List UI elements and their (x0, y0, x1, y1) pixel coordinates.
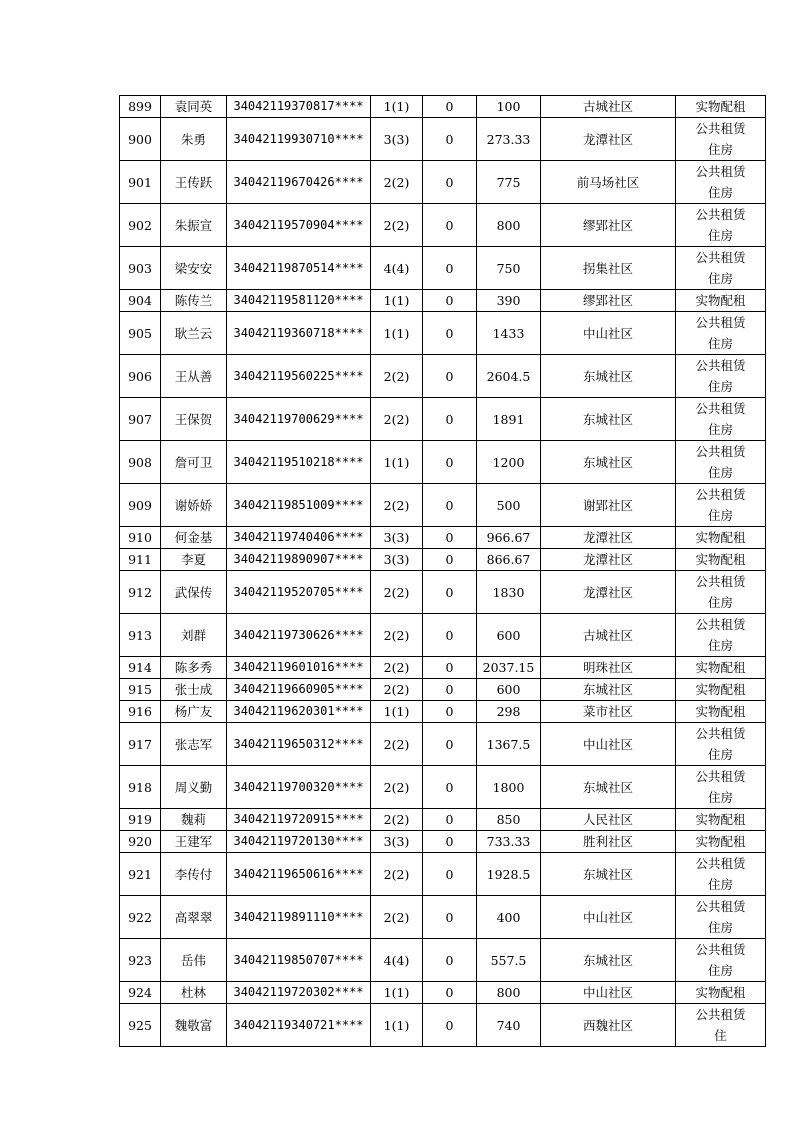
table-body (120, 96, 766, 1047)
housing-type-cell: 公共租赁住房 (676, 723, 766, 766)
row-number-cell: 918 (120, 766, 161, 809)
id-number-cell: 34042119700320**** (227, 766, 371, 809)
housing-type-cell: 实物配租 (676, 657, 766, 679)
person-name-cell: 朱勇 (161, 118, 227, 161)
id-number-cell: 34042119720130**** (227, 831, 371, 853)
subsidy-amount-cell: 2604.5 (477, 355, 541, 398)
housing-type-cell: 实物配租 (676, 290, 766, 312)
row-number-cell: 906 (120, 355, 161, 398)
table-row (120, 118, 766, 161)
table-row (120, 723, 766, 766)
housing-type-cell: 公共租赁住房 (676, 204, 766, 247)
family-size-cell: 1(1) (371, 96, 423, 118)
table-row (120, 290, 766, 312)
community-cell: 中山社区 (541, 312, 676, 355)
community-cell: 谢郢社区 (541, 484, 676, 527)
subsidy-amount-cell: 600 (477, 614, 541, 657)
person-name-cell: 张士成 (161, 679, 227, 701)
family-size-cell: 3(3) (371, 549, 423, 571)
income-cell: 0 (423, 809, 477, 831)
table-row (120, 355, 766, 398)
community-cell: 东城社区 (541, 766, 676, 809)
subsidy-amount-cell: 733.33 (477, 831, 541, 853)
table-row (120, 982, 766, 1004)
community-cell: 龙潭社区 (541, 527, 676, 549)
housing-type-cell: 公共租赁住房 (676, 118, 766, 161)
subsidy-amount-cell: 1891 (477, 398, 541, 441)
income-cell: 0 (423, 701, 477, 723)
row-number-cell: 922 (120, 896, 161, 939)
table-row (120, 549, 766, 571)
table-row (120, 657, 766, 679)
community-cell: 前马场社区 (541, 161, 676, 204)
housing-type-cell: 公共租赁住房 (676, 398, 766, 441)
row-number-cell: 908 (120, 441, 161, 484)
person-name-cell: 李传付 (161, 853, 227, 896)
row-number-cell: 901 (120, 161, 161, 204)
table-row (120, 312, 766, 355)
income-cell: 0 (423, 484, 477, 527)
person-name-cell: 武保传 (161, 571, 227, 614)
income-cell: 0 (423, 896, 477, 939)
subsidy-amount-cell: 273.33 (477, 118, 541, 161)
row-number-cell: 910 (120, 527, 161, 549)
person-name-cell: 杜林 (161, 982, 227, 1004)
id-number-cell: 34042119520705**** (227, 571, 371, 614)
person-name-cell: 谢娇娇 (161, 484, 227, 527)
table-row (120, 614, 766, 657)
community-cell: 人民社区 (541, 809, 676, 831)
id-number-cell: 34042119510218**** (227, 441, 371, 484)
person-name-cell: 魏敬富 (161, 1004, 227, 1047)
table-row (120, 701, 766, 723)
housing-type-cell: 公共租赁住 (676, 1004, 766, 1047)
person-name-cell: 陈多秀 (161, 657, 227, 679)
row-number-cell: 923 (120, 939, 161, 982)
id-number-cell: 34042119581120**** (227, 290, 371, 312)
id-number-cell: 34042119720915**** (227, 809, 371, 831)
subsidy-amount-cell: 1200 (477, 441, 541, 484)
subsidy-amount-cell: 1830 (477, 571, 541, 614)
community-cell: 东城社区 (541, 679, 676, 701)
id-number-cell: 34042119890907**** (227, 549, 371, 571)
community-cell: 胜利社区 (541, 831, 676, 853)
subsidy-amount-cell: 850 (477, 809, 541, 831)
row-number-cell: 924 (120, 982, 161, 1004)
person-name-cell: 高翠翠 (161, 896, 227, 939)
person-name-cell: 梁安安 (161, 247, 227, 290)
person-name-cell: 王从善 (161, 355, 227, 398)
family-size-cell: 1(1) (371, 312, 423, 355)
housing-type-cell: 实物配租 (676, 96, 766, 118)
income-cell: 0 (423, 355, 477, 398)
table-row (120, 1004, 766, 1047)
id-number-cell: 34042119660905**** (227, 679, 371, 701)
housing-type-cell: 公共租赁住房 (676, 247, 766, 290)
table-row (120, 398, 766, 441)
person-name-cell: 王建军 (161, 831, 227, 853)
row-number-cell: 911 (120, 549, 161, 571)
row-number-cell: 912 (120, 571, 161, 614)
person-name-cell: 李夏 (161, 549, 227, 571)
income-cell: 0 (423, 766, 477, 809)
subsidy-amount-cell: 1367.5 (477, 723, 541, 766)
table-row (120, 831, 766, 853)
id-number-cell: 34042119670426**** (227, 161, 371, 204)
subsidy-amount-cell: 866.67 (477, 549, 541, 571)
community-cell: 中山社区 (541, 896, 676, 939)
community-cell: 东城社区 (541, 939, 676, 982)
subsidy-amount-cell: 966.67 (477, 527, 541, 549)
community-cell: 龙潭社区 (541, 118, 676, 161)
income-cell: 0 (423, 982, 477, 1004)
id-number-cell: 34042119730626**** (227, 614, 371, 657)
family-size-cell: 2(2) (371, 484, 423, 527)
income-cell: 0 (423, 679, 477, 701)
housing-type-cell: 公共租赁住房 (676, 441, 766, 484)
row-number-cell: 909 (120, 484, 161, 527)
housing-type-cell: 公共租赁住房 (676, 355, 766, 398)
family-size-cell: 2(2) (371, 355, 423, 398)
person-name-cell: 刘群 (161, 614, 227, 657)
id-number-cell: 34042119850707**** (227, 939, 371, 982)
family-size-cell: 2(2) (371, 896, 423, 939)
person-name-cell: 张志军 (161, 723, 227, 766)
row-number-cell: 902 (120, 204, 161, 247)
id-number-cell: 34042119720302**** (227, 982, 371, 1004)
row-number-cell: 907 (120, 398, 161, 441)
id-number-cell: 34042119740406**** (227, 527, 371, 549)
table-row (120, 679, 766, 701)
housing-type-cell: 公共租赁住房 (676, 853, 766, 896)
community-cell: 东城社区 (541, 441, 676, 484)
table-row (120, 527, 766, 549)
community-cell: 菜市社区 (541, 701, 676, 723)
id-number-cell: 34042119650312**** (227, 723, 371, 766)
community-cell: 拐集社区 (541, 247, 676, 290)
table-row (120, 441, 766, 484)
id-number-cell: 34042119891110**** (227, 896, 371, 939)
family-size-cell: 2(2) (371, 679, 423, 701)
community-cell: 缪郢社区 (541, 204, 676, 247)
row-number-cell: 913 (120, 614, 161, 657)
community-cell: 中山社区 (541, 982, 676, 1004)
family-size-cell: 3(3) (371, 831, 423, 853)
subsidy-amount-cell: 800 (477, 982, 541, 1004)
table-row (120, 766, 766, 809)
person-name-cell: 詹可卫 (161, 441, 227, 484)
table-row (120, 571, 766, 614)
housing-type-cell: 实物配租 (676, 527, 766, 549)
community-cell: 东城社区 (541, 355, 676, 398)
row-number-cell: 900 (120, 118, 161, 161)
table-row (120, 939, 766, 982)
id-number-cell: 34042119360718**** (227, 312, 371, 355)
housing-type-cell: 公共租赁住房 (676, 614, 766, 657)
row-number-cell: 905 (120, 312, 161, 355)
income-cell: 0 (423, 831, 477, 853)
id-number-cell: 34042119851009**** (227, 484, 371, 527)
community-cell: 明珠社区 (541, 657, 676, 679)
recipient-table (119, 95, 766, 1047)
row-number-cell: 903 (120, 247, 161, 290)
community-cell: 古城社区 (541, 614, 676, 657)
family-size-cell: 2(2) (371, 657, 423, 679)
family-size-cell: 2(2) (371, 723, 423, 766)
community-cell: 西魏社区 (541, 1004, 676, 1047)
community-cell: 东城社区 (541, 853, 676, 896)
id-number-cell: 34042119870514**** (227, 247, 371, 290)
id-number-cell: 34042119620301**** (227, 701, 371, 723)
person-name-cell: 陈传兰 (161, 290, 227, 312)
family-size-cell: 2(2) (371, 398, 423, 441)
subsidy-amount-cell: 1800 (477, 766, 541, 809)
person-name-cell: 王保贺 (161, 398, 227, 441)
family-size-cell: 2(2) (371, 853, 423, 896)
income-cell: 0 (423, 614, 477, 657)
person-name-cell: 王传跃 (161, 161, 227, 204)
row-number-cell: 920 (120, 831, 161, 853)
income-cell: 0 (423, 312, 477, 355)
subsidy-amount-cell: 750 (477, 247, 541, 290)
row-number-cell: 921 (120, 853, 161, 896)
table-row (120, 204, 766, 247)
family-size-cell: 2(2) (371, 204, 423, 247)
community-cell: 古城社区 (541, 96, 676, 118)
subsidy-amount-cell: 2037.15 (477, 657, 541, 679)
family-size-cell: 1(1) (371, 701, 423, 723)
family-size-cell: 3(3) (371, 527, 423, 549)
row-number-cell: 915 (120, 679, 161, 701)
id-number-cell: 34042119700629**** (227, 398, 371, 441)
row-number-cell: 917 (120, 723, 161, 766)
income-cell: 0 (423, 398, 477, 441)
id-number-cell: 34042119930710**** (227, 118, 371, 161)
row-number-cell: 904 (120, 290, 161, 312)
housing-type-cell: 实物配租 (676, 701, 766, 723)
housing-type-cell: 公共租赁住房 (676, 484, 766, 527)
income-cell: 0 (423, 441, 477, 484)
subsidy-amount-cell: 298 (477, 701, 541, 723)
income-cell: 0 (423, 939, 477, 982)
housing-type-cell: 公共租赁住房 (676, 766, 766, 809)
family-size-cell: 4(4) (371, 939, 423, 982)
family-size-cell: 2(2) (371, 809, 423, 831)
housing-type-cell: 实物配租 (676, 549, 766, 571)
family-size-cell: 2(2) (371, 161, 423, 204)
family-size-cell: 1(1) (371, 1004, 423, 1047)
income-cell: 0 (423, 161, 477, 204)
subsidy-amount-cell: 740 (477, 1004, 541, 1047)
family-size-cell: 2(2) (371, 766, 423, 809)
subsidy-amount-cell: 400 (477, 896, 541, 939)
income-cell: 0 (423, 571, 477, 614)
subsidy-amount-cell: 500 (477, 484, 541, 527)
id-number-cell: 34042119650616**** (227, 853, 371, 896)
community-cell: 龙潭社区 (541, 571, 676, 614)
table-row (120, 809, 766, 831)
row-number-cell: 925 (120, 1004, 161, 1047)
income-cell: 0 (423, 247, 477, 290)
income-cell: 0 (423, 549, 477, 571)
subsidy-amount-cell: 100 (477, 96, 541, 118)
income-cell: 0 (423, 657, 477, 679)
housing-type-cell: 实物配租 (676, 679, 766, 701)
person-name-cell: 周义勤 (161, 766, 227, 809)
person-name-cell: 岳伟 (161, 939, 227, 982)
person-name-cell: 袁同英 (161, 96, 227, 118)
id-number-cell: 34042119370817**** (227, 96, 371, 118)
housing-type-cell: 公共租赁住房 (676, 939, 766, 982)
housing-type-cell: 公共租赁住房 (676, 161, 766, 204)
id-number-cell: 34042119601016**** (227, 657, 371, 679)
family-size-cell: 4(4) (371, 247, 423, 290)
subsidy-amount-cell: 1433 (477, 312, 541, 355)
id-number-cell: 34042119570904**** (227, 204, 371, 247)
income-cell: 0 (423, 290, 477, 312)
family-size-cell: 2(2) (371, 614, 423, 657)
subsidy-amount-cell: 775 (477, 161, 541, 204)
subsidy-amount-cell: 1928.5 (477, 853, 541, 896)
income-cell: 0 (423, 204, 477, 247)
table-row (120, 161, 766, 204)
table-row (120, 484, 766, 527)
community-cell: 东城社区 (541, 398, 676, 441)
housing-type-cell: 公共租赁住房 (676, 312, 766, 355)
person-name-cell: 杨广友 (161, 701, 227, 723)
income-cell: 0 (423, 1004, 477, 1047)
row-number-cell: 899 (120, 96, 161, 118)
person-name-cell: 朱振宣 (161, 204, 227, 247)
housing-type-cell: 实物配租 (676, 809, 766, 831)
income-cell: 0 (423, 723, 477, 766)
family-size-cell: 3(3) (371, 118, 423, 161)
subsidy-amount-cell: 390 (477, 290, 541, 312)
income-cell: 0 (423, 96, 477, 118)
community-cell: 龙潭社区 (541, 549, 676, 571)
row-number-cell: 914 (120, 657, 161, 679)
subsidy-amount-cell: 557.5 (477, 939, 541, 982)
community-cell: 缪郢社区 (541, 290, 676, 312)
row-number-cell: 916 (120, 701, 161, 723)
income-cell: 0 (423, 853, 477, 896)
subsidy-amount-cell: 600 (477, 679, 541, 701)
housing-type-cell: 实物配租 (676, 831, 766, 853)
income-cell: 0 (423, 527, 477, 549)
community-cell: 中山社区 (541, 723, 676, 766)
table-row (120, 853, 766, 896)
table-row (120, 896, 766, 939)
id-number-cell: 34042119560225**** (227, 355, 371, 398)
person-name-cell: 何金基 (161, 527, 227, 549)
family-size-cell: 1(1) (371, 982, 423, 1004)
housing-type-cell: 公共租赁住房 (676, 571, 766, 614)
table-row (120, 96, 766, 118)
housing-type-cell: 实物配租 (676, 982, 766, 1004)
family-size-cell: 1(1) (371, 441, 423, 484)
person-name-cell: 魏莉 (161, 809, 227, 831)
id-number-cell: 34042119340721**** (227, 1004, 371, 1047)
table-row (120, 247, 766, 290)
person-name-cell: 耿兰云 (161, 312, 227, 355)
family-size-cell: 2(2) (371, 571, 423, 614)
subsidy-amount-cell: 800 (477, 204, 541, 247)
housing-type-cell: 公共租赁住房 (676, 896, 766, 939)
income-cell: 0 (423, 118, 477, 161)
family-size-cell: 1(1) (371, 290, 423, 312)
row-number-cell: 919 (120, 809, 161, 831)
